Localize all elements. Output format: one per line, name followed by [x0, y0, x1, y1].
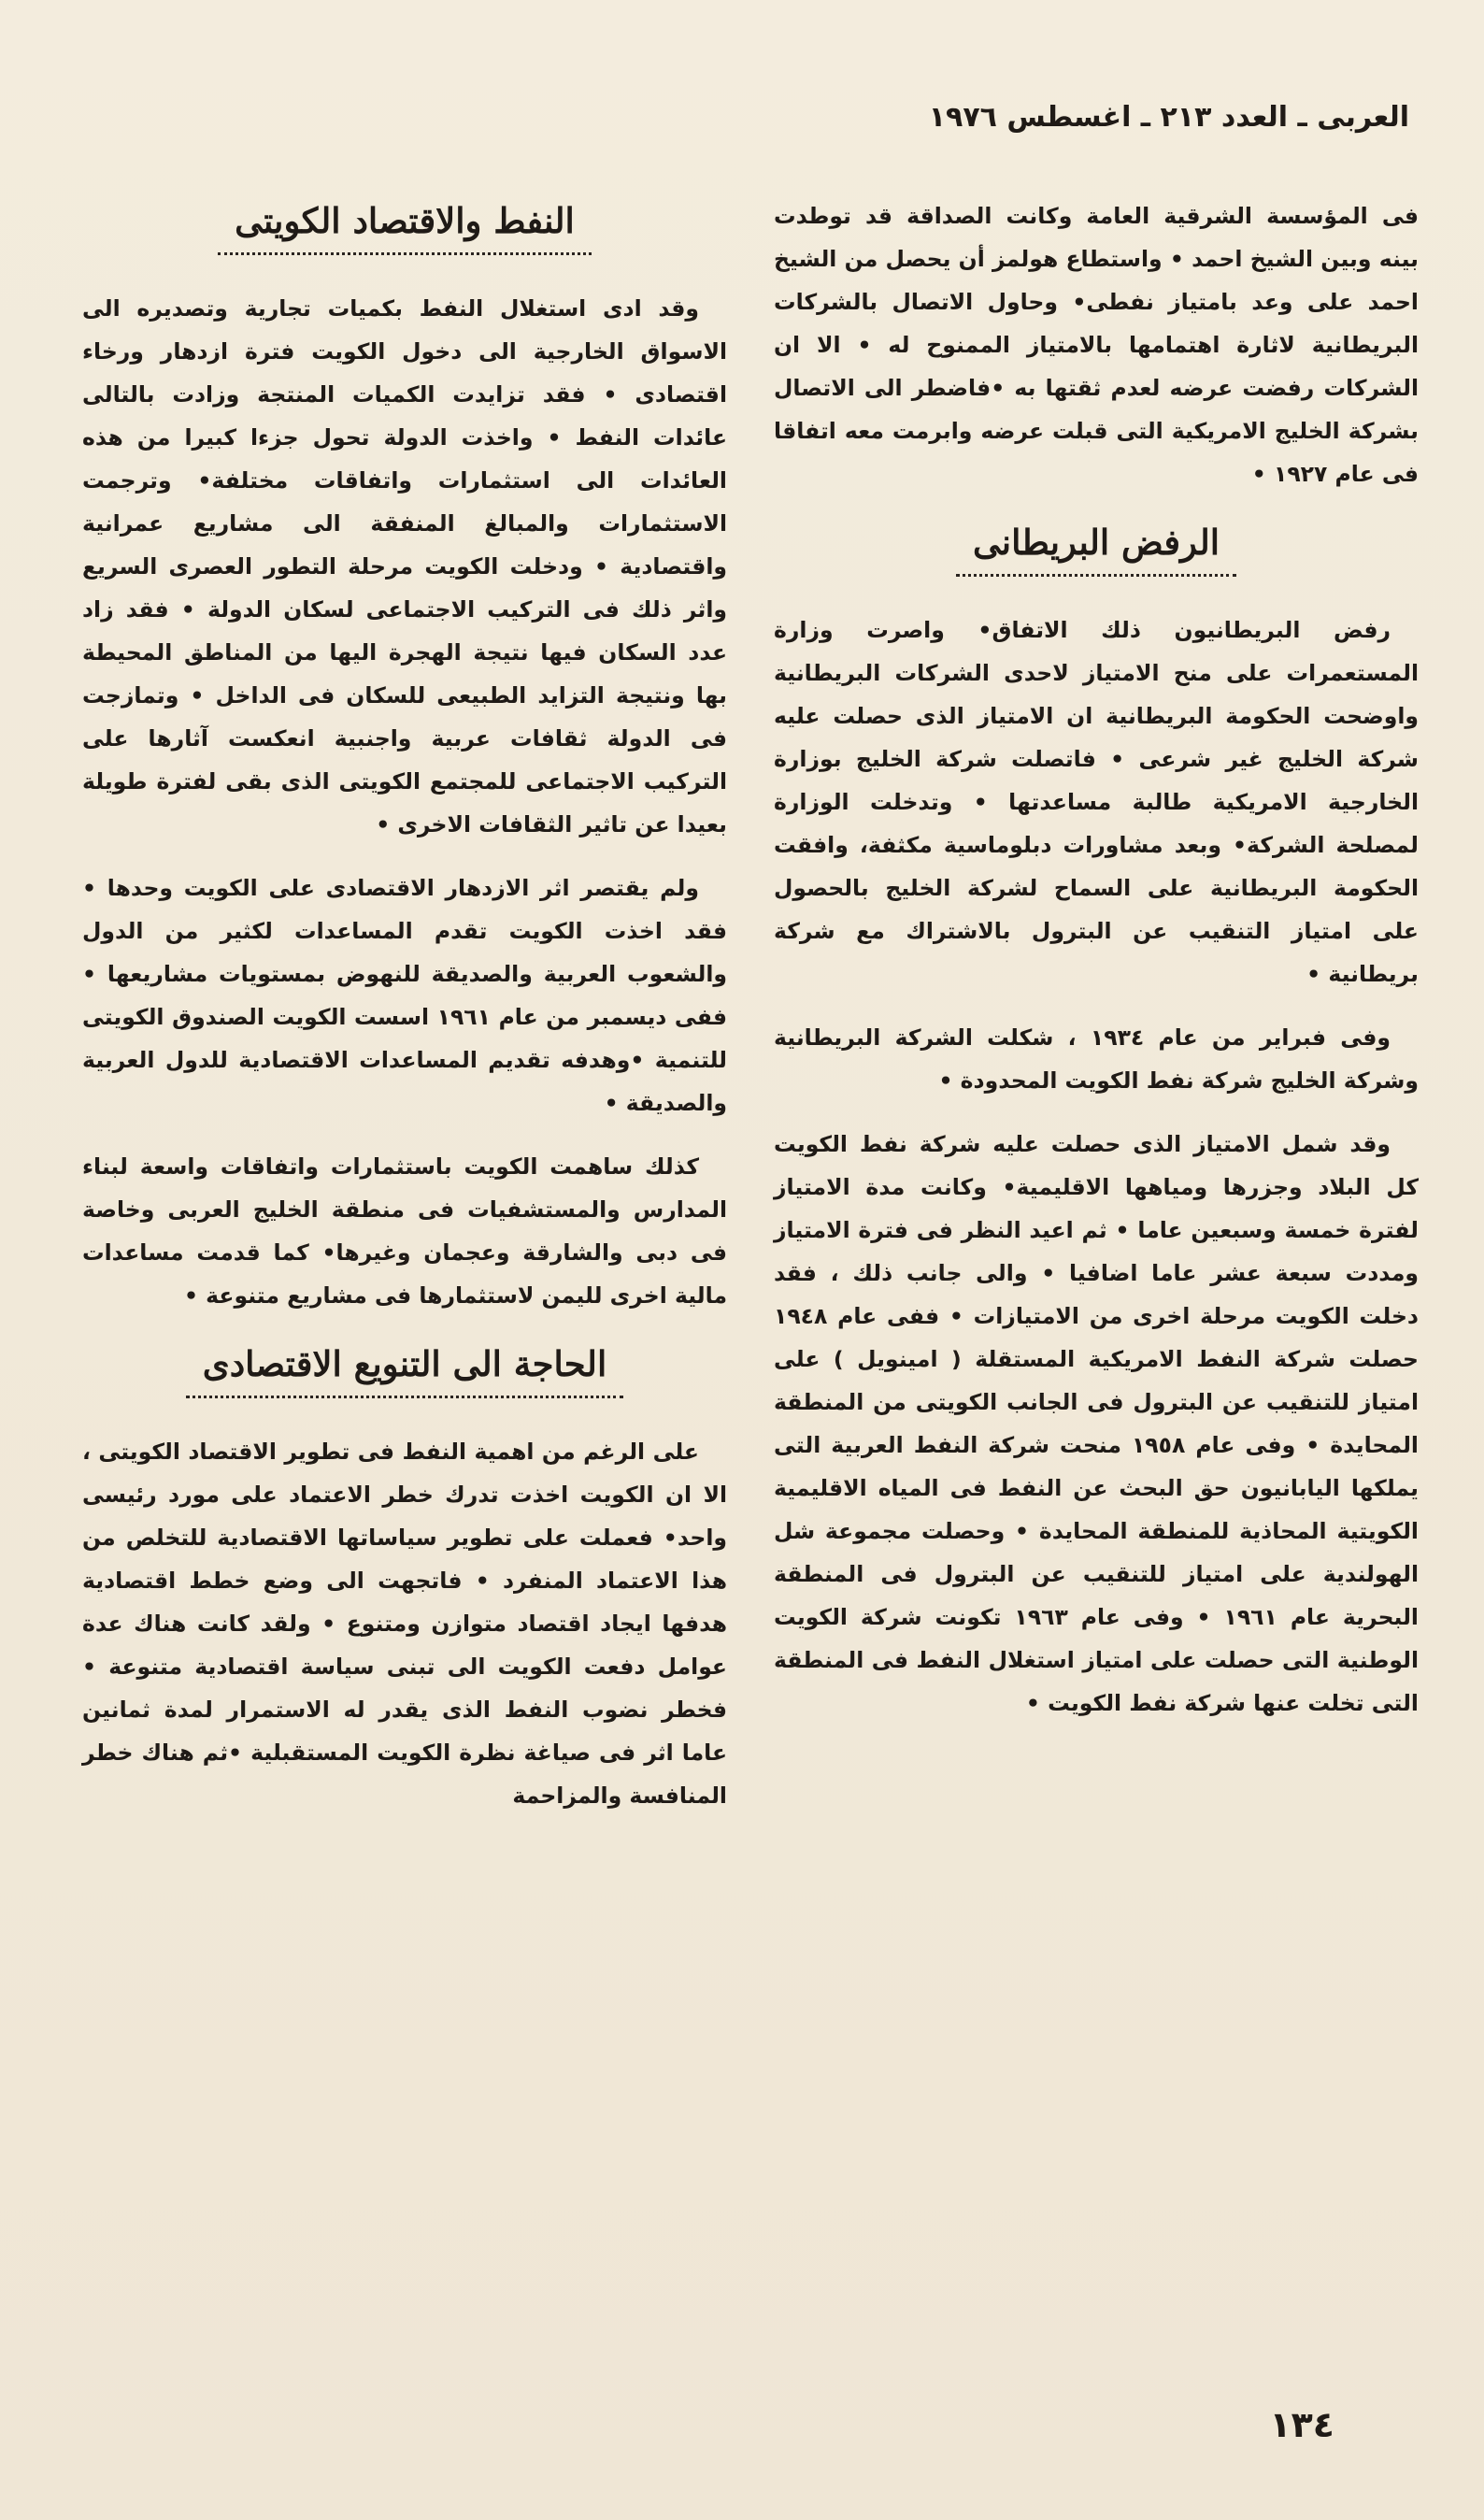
right-intro-paragraph: فى المؤسسة الشرقية العامة وكانت الصداقة قد توطدت بينه وبين الشيخ احمد • واستطاع هولمز أن يحصل من الشيخ احمد على وعد بامتياز نفطى• وحاول الاتصال بالشركات البريطانية لاثارة اهتمامها بالامتياز الممنوح له • الا ان الشركات رفضت عرضه لعدم ثقتها به •فاضطر الى الاتصال بشركة الخليج الامريكية التى قبلت عرضه وابرمت معه اتفاقا فى عام ١٩٢٧ • [774, 203, 1419, 487]
paragraph: كذلك ساهمت الكويت باستثمارات واتفاقات واسعة لبناء المدارس والمستشفيات فى منطقة الخليج العربى وخاصة فى دبى والشارقة وعجمان وغيرها• كما قدمت مساعدات مالية اخرى لليمن لاستثمارها فى مشاريع متنوعة • [82, 1153, 727, 1309]
section-heading-british-refusal [774, 516, 1419, 577]
left-column [82, 194, 727, 1838]
section-heading-diversification [82, 1338, 727, 1398]
running-head: العربى ـ العدد ٢١٣ ـ اغسطس ١٩٧٦ [928, 101, 1409, 134]
paragraph: على الرغم من اهمية النفط فى تطوير الاقتصاد الكويتى ، الا ان الكويت اخذت تدرك خطر الاعتماد على مورد رئيسى واحد• فعملت على تطوير سياساتها الاقتصادية للتخلص من هذا الاعتماد المنفرد • فاتجهت الى وضع خطط اقتصادية هدفها ايجاد اقتصاد متوازن ومتنوع • ولقد كانت هناك عدة عوامل دفعت الكويت الى تبنى سياسة اقتصادية متنوعة • فخطر نضوب النفط الذى يقدر له الاستمرار لمدة ثمانين عاما اثر فى صياغة نظرة الكويت المستقبلية •ثم هناك خطر المنافسة والمزاحمة [82, 1439, 727, 1809]
paragraph: رفض البريطانيون ذلك الاتفاق• واصرت وزارة المستعمرات على منح الامتياز لاحدى الشركات البريطانية واوضحت الحكومة البريطانية ان الامتياز الذى حصلت عليه شركة الخليج غير شرعى • فاتصلت شركة الخليج بوزارة الخارجية الامريكية طالبة مساعدتها • وتدخلت الوزارة لمصلحة الشركة• وبعد مشاورات دبلوماسية مكثفة، وافقت الحكومة البريطانية على السماح لشركة الخليج بالحصول على امتياز التنقيب عن البترول بالاشتراك مع شركة بريطانية • [774, 617, 1419, 987]
page-number: ١٣٤ [1269, 2404, 1334, 2445]
section-heading-text: النفط والاقتصاد الكويتى [218, 194, 592, 255]
section-heading-oil-economy [82, 194, 727, 255]
paragraph: وفى فبراير من عام ١٩٣٤ ، شكلت الشركة البريطانية وشركة الخليج شركة نفط الكويت المحدودة • [774, 1024, 1419, 1094]
paragraph: وقد ادى استغلال النفط بكميات تجارية وتصديره الى الاسواق الخارجية الى دخول الكويت فترة ازدهار ورخاء اقتصادى • فقد تزايدت الكميات المنتجة وزادت بالتالى عائدات النفط • واخذت الدولة تحول جزءا كبيرا من هذه العائدات الى استثمارات واتفاقات مختلفة• وترجمت الاستثمارات والمبالغ المنفقة الى مشاريع عمرانية واقتصادية • ودخلت الكويت مرحلة التطور العصرى السريع واثر ذلك فى التركيب الاجتماعى لسكان الدولة • فقد زاد عدد السكان فيها نتيجة الهجرة اليها من المناطق المحيطة بها ونتيجة التزايد الطبيعى للسكان فى الداخل • وتمازجت فى الدولة ثقافات عربية واجنبية انعكست آثارها على التركيب الاجتماعى للمجتمع الكويتى الذى بقى لفترة طويلة بعيدا عن تاثير الثقافات الاخرى • [82, 295, 727, 838]
paragraph: ولم يقتصر اثر الازدهار الاقتصادى على الكويت وحدها • فقد اخذت الكويت تقدم المساعدات لكثير من الدول والشعوب العربية والصديقة للنهوض بمستويات مشاريعها • ففى ديسمبر من عام ١٩٦١ اسست الكويت الصندوق الكويتى للتنمية •وهدفه تقديم المساعدات الاقتصادية للدول العربية والصديقة • [82, 875, 727, 1116]
right-column [774, 194, 1419, 1745]
section-heading-text: الحاجة الى التنويع الاقتصادى [186, 1338, 623, 1398]
section-heading-text: الرفض البريطانى [956, 516, 1236, 577]
paragraph: وقد شمل الامتياز الذى حصلت عليه شركة نفط الكويت كل البلاد وجزرها ومياهها الاقليمية• وكانت مدة الامتياز لفترة خمسة وسبعين عاما • ثم اعيد النظر فى فترة الامتياز ومددت سبعة عشر عاما اضافيا • والى جانب ذلك ، فقد دخلت الكويت مرحلة اخرى من الامتيازات • ففى عام ١٩٤٨ حصلت شركة النفط الامريكية المستقلة ( امينويل ) على امتياز للتنقيب عن البترول فى الجانب الكويتى من المنطقة المحايدة • وفى عام ١٩٥٨ منحت شركة النفط العربية التى يملكها اليابانيون حق البحث عن النفط فى المياه الاقليمية الكويتية المحاذية للمنطقة المحايدة • وحصلت مجموعة شل الهولندية على امتياز للتنقيب عن البترول فى المنطقة البحرية عام ١٩٦١ • وفى عام ١٩٦٣ تكونت شركة الكويت الوطنية التى حصلت على امتياز استغلال النفط فى المنطقة التى تخلت عنها شركة نفط الكويت • [774, 1131, 1419, 1716]
